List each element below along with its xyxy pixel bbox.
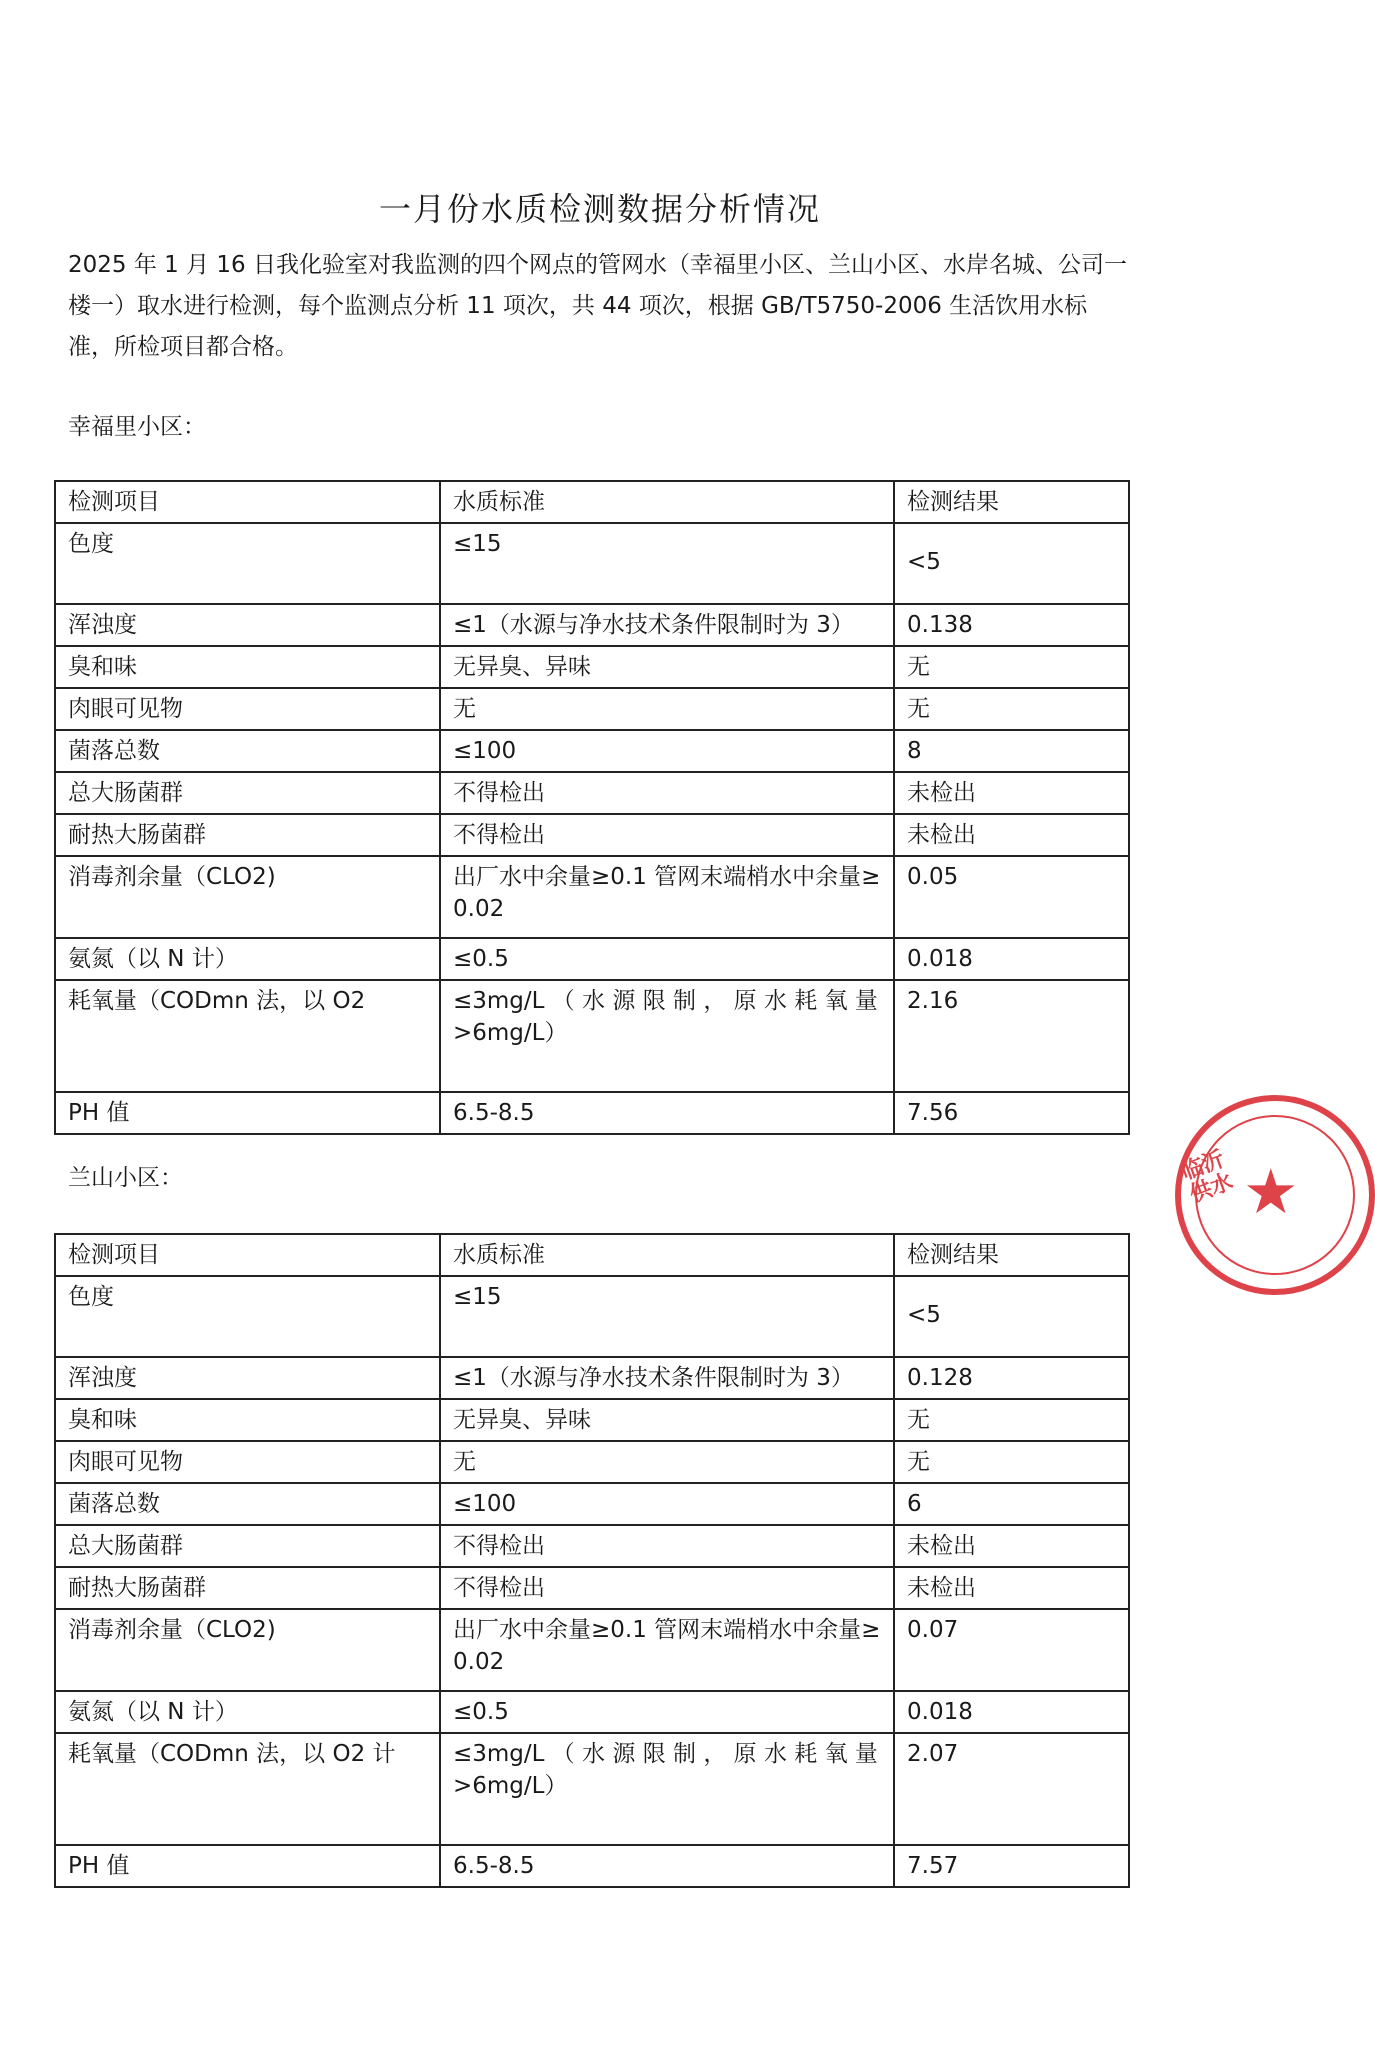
cell-result: 未检出 xyxy=(894,1525,1129,1567)
cell-item: 消毒剂余量（CLO2) xyxy=(55,856,440,938)
table-row xyxy=(55,646,1129,688)
table-row xyxy=(55,938,1129,980)
star-icon: ★ xyxy=(1243,1155,1299,1228)
table-row xyxy=(55,688,1129,730)
section-label-xingfuli: 幸福里小区： xyxy=(68,414,206,440)
cell-item: 菌落总数 xyxy=(55,730,440,772)
cell-item: 浑浊度 xyxy=(55,1357,440,1399)
cell-result: 6 xyxy=(894,1483,1129,1525)
cell-item: 色度 xyxy=(55,523,440,604)
cell-standard: 不得检出 xyxy=(440,814,894,856)
table-row xyxy=(55,1733,1129,1845)
table-row xyxy=(55,1092,1129,1134)
cell-item: 耐热大肠菌群 xyxy=(55,814,440,856)
cell-result xyxy=(894,523,1129,604)
cell-result: 未检出 xyxy=(894,772,1129,814)
cell-item: 臭和味 xyxy=(55,646,440,688)
cell-standard: 不得检出 xyxy=(440,772,894,814)
cell-result: 8 xyxy=(894,730,1129,772)
cell-item: 菌落总数 xyxy=(55,1483,440,1525)
header-item: 检测项目 xyxy=(55,481,440,523)
cell-result: 2.16 xyxy=(894,980,1129,1092)
section-label-lanshan: 兰山小区： xyxy=(68,1165,183,1191)
table-row xyxy=(55,1845,1129,1887)
cell-standard: ≤3mg/L （ 水 源 限 制 ， 原 水 耗 氧 量>6mg/L） xyxy=(440,980,894,1092)
cell-item: 氨氮（以 N 计） xyxy=(55,1691,440,1733)
intro-paragraph: 2025 年 1 月 16 日我化验室对我监测的四个网点的管网水（幸福里小区、兰山小区、水岸名城、公司一楼一）取水进行检测，每个监测点分析 11 项次，共 44 项次，根据 GB/T5750-2006 生活饮用水标准，所检项目都合格。 xyxy=(68,252,1127,360)
cell-result: 0.05 xyxy=(894,856,1129,938)
cell-item: 总大肠菌群 xyxy=(55,772,440,814)
cell-result: 7.57 xyxy=(894,1845,1129,1887)
cell-item: 臭和味 xyxy=(55,1399,440,1441)
table-row xyxy=(55,856,1129,938)
cell-standard: 不得检出 xyxy=(440,1567,894,1609)
cell-standard: ≤0.5 xyxy=(440,1691,894,1733)
result-value: <5 xyxy=(907,1302,941,1328)
cell-standard: ≤100 xyxy=(440,730,894,772)
cell-result: 无 xyxy=(894,646,1129,688)
cell-item: 色度 xyxy=(55,1276,440,1357)
cell-standard: 出厂水中余量≥0.1 管网末端梢水中余量≥0.02 xyxy=(440,1609,894,1691)
table-row xyxy=(55,814,1129,856)
cell-result: 0.128 xyxy=(894,1357,1129,1399)
cell-standard: ≤15 xyxy=(440,523,894,604)
cell-result: 7.56 xyxy=(894,1092,1129,1134)
seal-text: 临沂供水 xyxy=(1178,1146,1237,1208)
table-row xyxy=(55,1691,1129,1733)
cell-item: 氨氮（以 N 计） xyxy=(55,938,440,980)
cell-result: 0.07 xyxy=(894,1609,1129,1691)
header-result: 检测结果 xyxy=(894,1234,1129,1276)
cell-item: 肉眼可见物 xyxy=(55,688,440,730)
table-row xyxy=(55,604,1129,646)
cell-standard: 出厂水中余量≥0.1 管网末端梢水中余量≥0.02 xyxy=(440,856,894,938)
table-row xyxy=(55,1525,1129,1567)
cell-item: 耗氧量（CODmn 法，以 O2 计 xyxy=(55,1733,440,1845)
table-row xyxy=(55,730,1129,772)
cell-standard: 无 xyxy=(440,1441,894,1483)
official-seal xyxy=(1175,1095,1375,1295)
table-row xyxy=(55,1567,1129,1609)
cell-item: 浑浊度 xyxy=(55,604,440,646)
result-value: <5 xyxy=(907,549,941,575)
header-result: 检测结果 xyxy=(894,481,1129,523)
cell-result: 无 xyxy=(894,1399,1129,1441)
cell-standard: ≤1（水源与净水技术条件限制时为 3） xyxy=(440,604,894,646)
table-header-row xyxy=(55,481,1129,523)
header-item: 检测项目 xyxy=(55,1234,440,1276)
cell-standard: ≤100 xyxy=(440,1483,894,1525)
cell-standard: ≤1（水源与净水技术条件限制时为 3） xyxy=(440,1357,894,1399)
table-row xyxy=(55,523,1129,604)
cell-standard: ≤3mg/L （ 水 源 限 制 ， 原 水 耗 氧 量>6mg/L） xyxy=(440,1733,894,1845)
cell-result xyxy=(894,1276,1129,1357)
cell-item: 耐热大肠菌群 xyxy=(55,1567,440,1609)
cell-item: 总大肠菌群 xyxy=(55,1525,440,1567)
cell-result: 0.138 xyxy=(894,604,1129,646)
document-title: 一月份水质检测数据分析情况 xyxy=(378,190,821,228)
cell-item: 肉眼可见物 xyxy=(55,1441,440,1483)
cell-result: 0.018 xyxy=(894,1691,1129,1733)
table-header-row xyxy=(55,1234,1129,1276)
cell-result: 无 xyxy=(894,1441,1129,1483)
table-row xyxy=(55,772,1129,814)
table-row xyxy=(55,1483,1129,1525)
cell-item: 耗氧量（CODmn 法，以 O2 xyxy=(55,980,440,1092)
cell-standard: 6.5-8.5 xyxy=(440,1092,894,1134)
cell-result: 2.07 xyxy=(894,1733,1129,1845)
cell-standard: 无异臭、异味 xyxy=(440,646,894,688)
table-row xyxy=(55,1441,1129,1483)
cell-result: 未检出 xyxy=(894,1567,1129,1609)
cell-result: 未检出 xyxy=(894,814,1129,856)
cell-standard: 无 xyxy=(440,688,894,730)
table-row xyxy=(55,1276,1129,1357)
cell-item: 消毒剂余量（CLO2) xyxy=(55,1609,440,1691)
cell-standard: ≤0.5 xyxy=(440,938,894,980)
cell-result: 0.018 xyxy=(894,938,1129,980)
table-row xyxy=(55,1609,1129,1691)
cell-standard: 无异臭、异味 xyxy=(440,1399,894,1441)
table-row xyxy=(55,1357,1129,1399)
cell-standard: ≤15 xyxy=(440,1276,894,1357)
header-standard: 水质标准 xyxy=(440,481,894,523)
cell-item: PH 值 xyxy=(55,1092,440,1134)
results-table-xingfuli xyxy=(54,480,1130,1135)
header-standard: 水质标准 xyxy=(440,1234,894,1276)
cell-standard: 6.5-8.5 xyxy=(440,1845,894,1887)
cell-standard: 不得检出 xyxy=(440,1525,894,1567)
results-table-lanshan xyxy=(54,1233,1130,1888)
table-row xyxy=(55,980,1129,1092)
cell-result: 无 xyxy=(894,688,1129,730)
cell-item: PH 值 xyxy=(55,1845,440,1887)
table-row xyxy=(55,1399,1129,1441)
